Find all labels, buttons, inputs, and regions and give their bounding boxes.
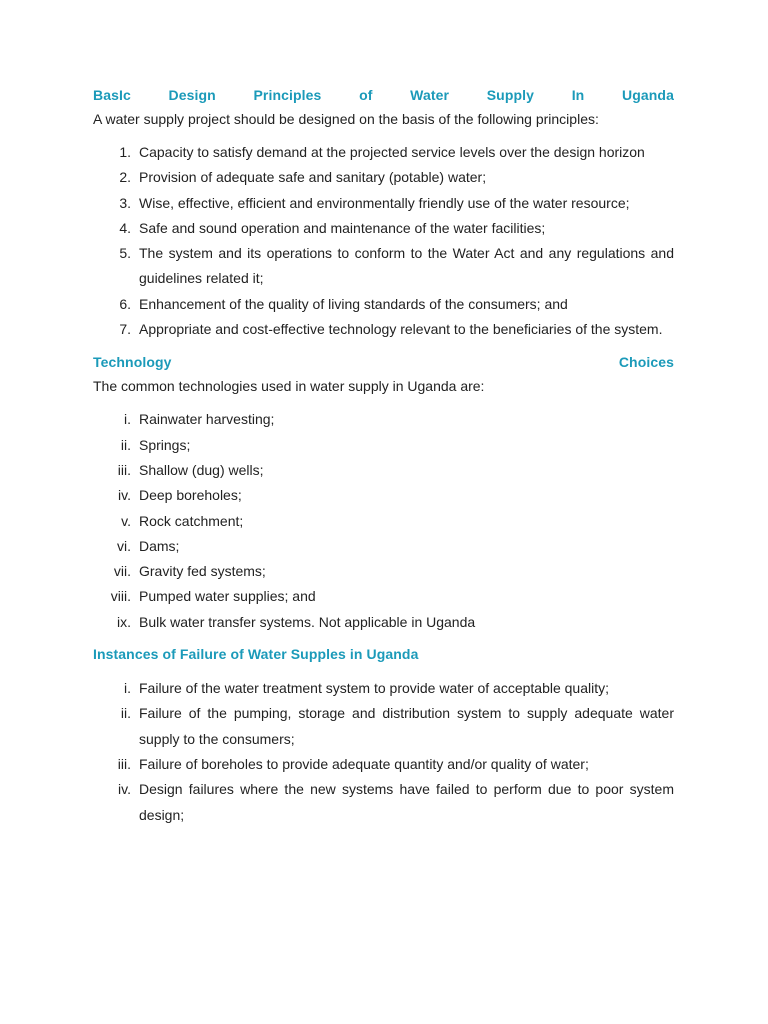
list-item <box>93 534 674 559</box>
section-heading-design-principles <box>93 84 674 106</box>
list-item-text: Shallow (dug) wells; <box>139 461 264 478</box>
section-heading-failure-instances: Instances of Failure of Water Supples in Uganda <box>93 646 419 663</box>
list-marker: viii. <box>110 588 131 605</box>
list-marker: 5. <box>119 245 131 262</box>
heading-word: Water <box>410 87 450 103</box>
list-item <box>93 317 674 342</box>
list-marker: iv. <box>118 781 131 798</box>
list-item-text: Rainwater harvesting; <box>139 411 275 428</box>
list-item-text: Bulk water transfer systems. Not applicable in Uganda <box>139 613 476 630</box>
list-item-text: Appropriate and cost-effective technology relevant to the beneficiaries of the system. <box>139 321 663 338</box>
list-marker: vi. <box>117 537 131 554</box>
list-marker: 6. <box>119 295 131 312</box>
list-item-text: Pumped water supplies; and <box>139 588 316 605</box>
list-item <box>93 752 674 777</box>
list-item-text: The system and its operations to conform to the Water Act and any regulations and guidelines related it; <box>139 245 674 287</box>
heading-word: Choices <box>618 354 674 371</box>
list-item <box>93 458 674 483</box>
list-item <box>93 216 674 241</box>
heading-word: Technology <box>93 354 172 371</box>
technology-choices-list <box>93 407 674 635</box>
section-heading-technology-choices <box>93 351 674 373</box>
document-page <box>93 84 674 828</box>
list-item-text: Enhancement of the quality of living standards of the consumers; and <box>139 295 568 312</box>
list-item <box>93 165 674 190</box>
list-item <box>93 701 674 752</box>
list-marker: ix. <box>117 613 131 630</box>
list-item <box>93 191 674 216</box>
list-item-text: Failure of the water treatment system to provide water of acceptable quality; <box>139 680 610 697</box>
list-marker: vii. <box>113 563 131 580</box>
heading-word: of <box>359 87 373 103</box>
section-intro: The common technologies used in water supply in Uganda are: <box>93 378 485 395</box>
list-item-text: Rock catchment; <box>139 512 244 529</box>
list-marker: ii. <box>120 705 131 722</box>
list-item-text: Design failures where the new systems have failed to perform due to poor system design; <box>139 781 674 823</box>
list-item <box>93 559 674 584</box>
list-item <box>93 509 674 534</box>
list-marker: iv. <box>118 487 131 504</box>
list-marker: 2. <box>119 169 131 186</box>
list-marker: iii. <box>117 755 131 772</box>
heading-word: In <box>571 87 585 103</box>
section-spacer <box>93 635 674 643</box>
list-item-text: Dams; <box>139 537 180 554</box>
list-item <box>93 584 674 609</box>
list-item <box>93 777 674 828</box>
list-item <box>93 292 674 317</box>
design-principles-list <box>93 140 674 342</box>
list-item <box>93 241 674 292</box>
list-marker: i. <box>124 411 131 428</box>
list-item <box>93 676 674 701</box>
list-item-text: Failure of the pumping, storage and distribution system to supply adequate water supply to the consumers; <box>139 705 674 747</box>
list-item-text: Springs; <box>139 436 191 453</box>
list-marker: iii. <box>117 461 131 478</box>
list-item <box>93 483 674 508</box>
heading-word: Supply <box>486 87 535 103</box>
list-marker: 3. <box>119 194 131 211</box>
section-intro: A water supply project should be designed on the basis of the following principles: <box>93 111 599 127</box>
list-item <box>93 407 674 432</box>
list-item-text: Failure of boreholes to provide adequate quantity and/or quality of water; <box>139 755 589 772</box>
list-marker: i. <box>124 680 131 697</box>
list-marker: 4. <box>119 219 131 236</box>
section-spacer <box>93 342 674 351</box>
list-item <box>93 610 674 635</box>
list-item-text: Safe and sound operation and maintenance of the water facilities; <box>139 219 546 236</box>
list-item-text: Capacity to satisfy demand at the projected service levels over the design horizon <box>139 144 645 160</box>
failure-instances-list <box>93 676 674 828</box>
list-item-text: Deep boreholes; <box>139 487 242 504</box>
list-item-text: Wise, effective, efficient and environmentally friendly use of the water resource; <box>139 194 630 211</box>
heading-word: BasIc <box>93 87 131 103</box>
heading-word: Uganda <box>622 87 674 103</box>
list-item <box>93 433 674 458</box>
list-item <box>93 140 674 165</box>
list-item-text: Gravity fed systems; <box>139 563 266 580</box>
list-marker: 1. <box>119 144 131 160</box>
list-marker: 7. <box>119 321 131 338</box>
list-marker: v. <box>121 512 131 529</box>
list-item-text: Provision of adequate safe and sanitary (potable) water; <box>139 169 487 186</box>
heading-word: Principles <box>253 87 322 103</box>
heading-word: Design <box>168 87 216 103</box>
list-marker: ii. <box>120 436 131 453</box>
